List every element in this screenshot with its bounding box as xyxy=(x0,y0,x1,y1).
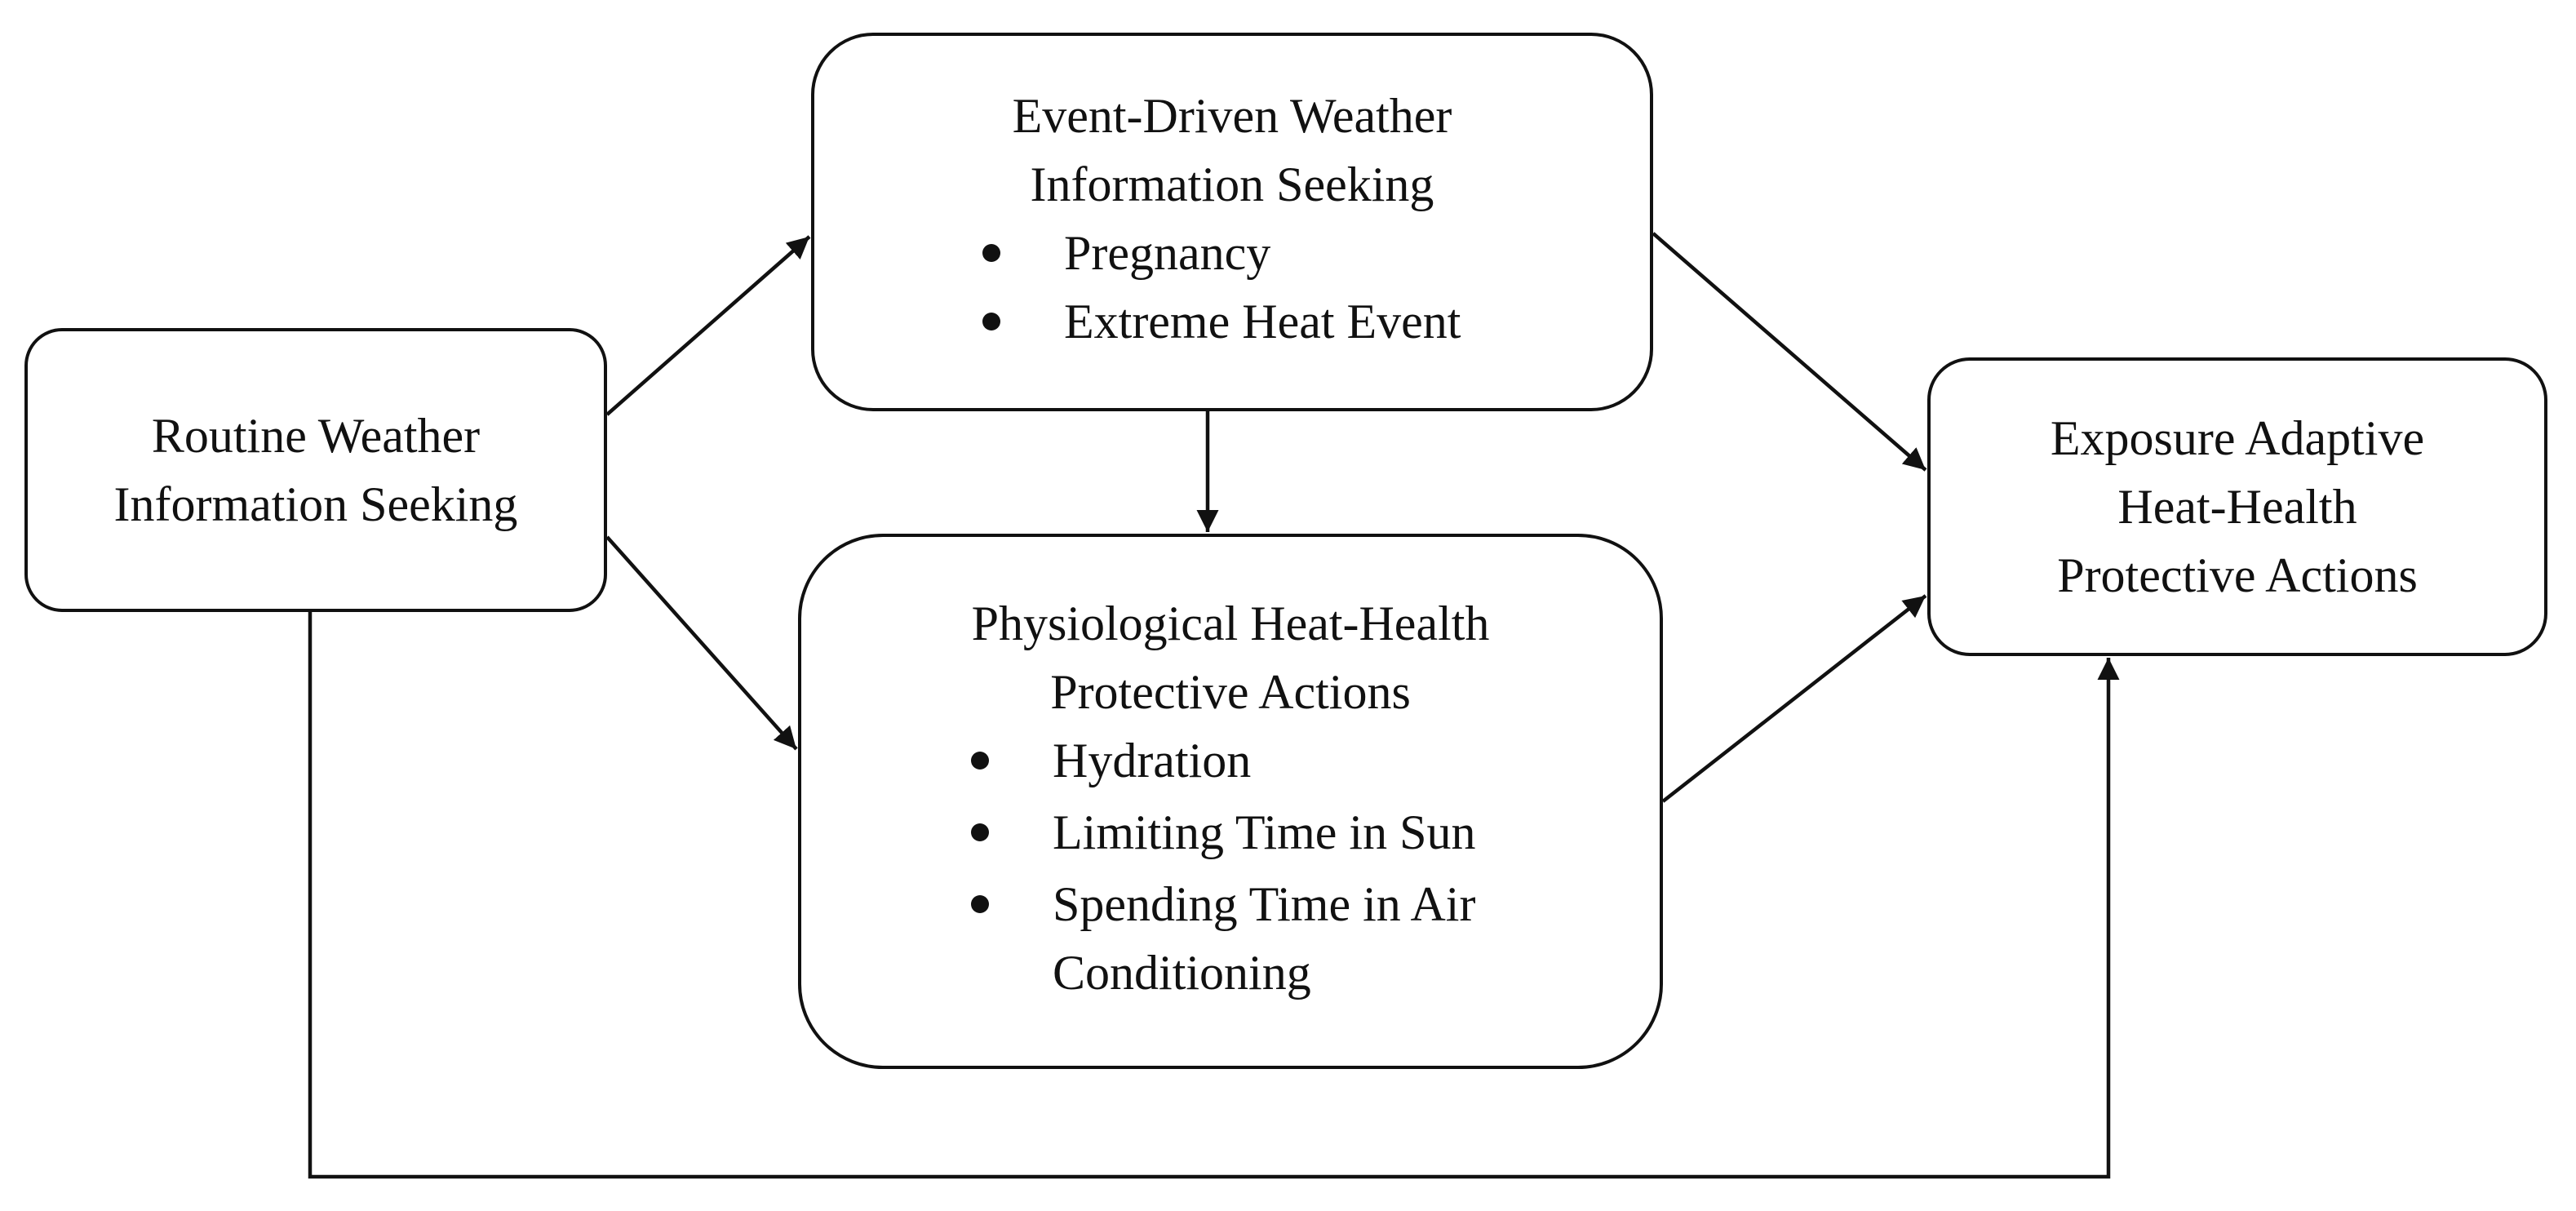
node-exposure-title-line-1: Exposure Adaptive xyxy=(2050,411,2425,465)
arrow-routine-to-event xyxy=(607,237,809,415)
node-event-bullet-list xyxy=(1064,219,1461,356)
arrow-event-to-exposure xyxy=(1653,233,1926,470)
node-physiological-title-line-2: Protective Actions xyxy=(1050,665,1411,719)
node-physiological-bullet-list xyxy=(1053,726,1475,942)
node-event-driven-weather-information-seeking xyxy=(811,33,1653,411)
node-event-bullet-item: Extreme Heat Event xyxy=(1064,287,1461,356)
node-event-title-line-1: Event-Driven Weather xyxy=(1012,89,1452,143)
node-physiological-bullet-item: Spending Time in Air xyxy=(1053,870,1475,938)
node-physiological-heat-health-protective-actions xyxy=(798,534,1663,1069)
node-exposure-adaptive-heat-health-protective-actions xyxy=(1927,357,2547,656)
node-physiological-title-line-1: Physiological Heat-Health xyxy=(971,597,1490,650)
node-physiological-bullet-item: Hydration xyxy=(1053,726,1475,795)
node-physiological-bullet-continuation: Conditioning xyxy=(1053,946,1311,1000)
node-event-bullet-item: Pregnancy xyxy=(1064,219,1461,287)
node-routine-title-line-2: Information Seeking xyxy=(113,477,518,531)
arrow-physiological-to-exposure xyxy=(1663,596,1926,801)
node-event-title-line-2: Information Seeking xyxy=(1030,157,1434,211)
node-physiological-bullet-item: Limiting Time in Sun xyxy=(1053,798,1475,867)
node-exposure-title-line-2: Heat-Health xyxy=(2117,480,2357,534)
node-exposure-title-line-3: Protective Actions xyxy=(2057,548,2418,602)
node-routine-title-line-1: Routine Weather xyxy=(151,409,481,463)
node-routine-weather-information-seeking xyxy=(24,328,607,612)
arrow-routine-to-physiological xyxy=(607,537,796,749)
